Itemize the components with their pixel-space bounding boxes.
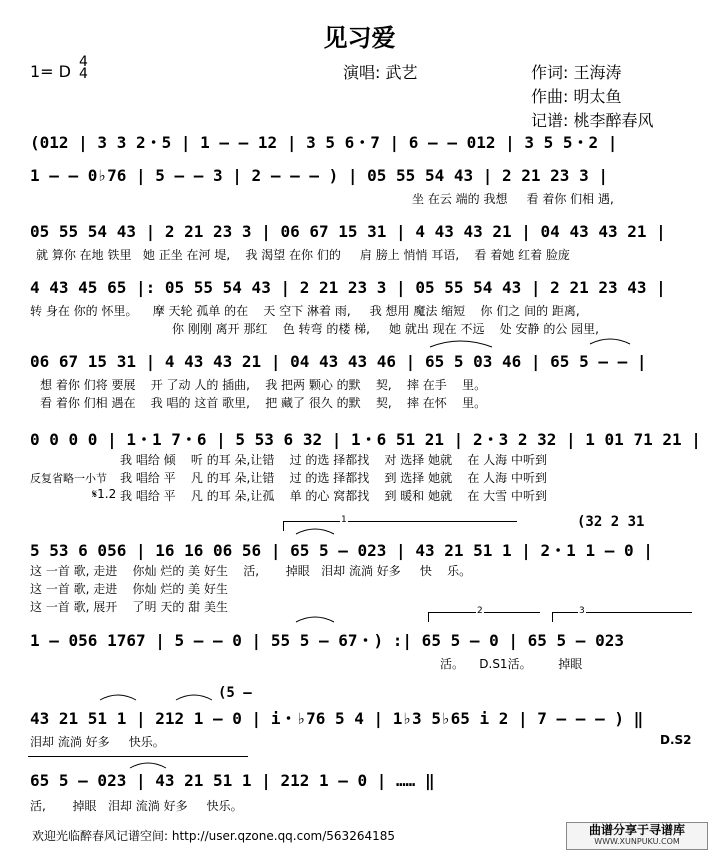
lyric-row-6b: 我 唱给 平 凡 的耳 朵,让错 过 的选 择都找 到 选择 她就 在 人海 中听到 (120, 471, 547, 485)
lyric-row-7a: 这 一首 歌, 走进 你灿 烂的 美 好生 活, 掉眼 泪却 流淌 好多 快 乐。 (30, 564, 472, 578)
lyric-row-6a: 我 唱给 倾 听 的耳 朵,让错 过 的选 择都找 对 选择 她就 在 人海 中听到 (120, 453, 547, 467)
lyric-row-5b: 看 着你 们相 遇在 我 唱的 这首 歌里, 把 藏了 很久 的默 契, 摔 在怀 里。 (40, 396, 487, 410)
key-signature: 1= D (30, 62, 71, 81)
slur-2 (430, 341, 492, 347)
volta-2-number: 2 (477, 606, 483, 616)
volta-1-number: 1 (341, 515, 347, 525)
lyric-row-7c: 这 一首 歌, 展开 了明 天的 甜 美生 (30, 600, 228, 614)
slur-7 (130, 763, 166, 768)
lyric-row-8: 活。 D.S1活。 掉眼 (440, 657, 583, 671)
score-row-3: 05 55 54 43 | 2 21 23 3 | 06 67 15 31 | 4 43 43 21 | 04 43 43 21 | (30, 222, 666, 241)
lyricist: 作词: 王海涛 (531, 63, 622, 82)
lyric-row-3: 就 算你 在地 铁里 她 正坐 在河 堤, 我 渴望 在你 们的 肩 膀上 悄悄 耳语, 看 着她 红着 脸庞 (36, 248, 570, 262)
score-row-5: 06 67 15 31 | 4 43 43 21 | 04 43 43 46 | 65 5 03 46 | 65 5 — — | (30, 352, 647, 371)
volta-3-number: 3 (579, 606, 585, 616)
lyric-row-2: 坐 在云 端的 我想 看 着你 们相 遇, (412, 192, 614, 206)
slur-1 (590, 339, 630, 344)
score-row-6: 0 0 0 0 | 1・1 7・6 | 5 53 6 32 | 1・6 51 21 | 2・3 2 32 | 1 01 71 21 | (30, 430, 701, 449)
ds2-mark: D.S2 (660, 733, 692, 747)
lyric-row-9: 泪却 流淌 好多 快乐。 (30, 735, 165, 749)
lyric-row-5a: 想 着你 们将 要展 开 了动 人的 插曲, 我 把两 颗心 的默 契, 摔 在手 里。 (40, 378, 487, 392)
lyric-row-4b: 你 刚刚 离开 那红 色 转弯 的楼 梯, 她 就出 现在 不远 处 安静 的公 园里, (172, 322, 599, 336)
score-row-4: 4 43 45 65 |: 05 55 54 43 | 2 21 23 3 | 05 55 54 43 | 2 21 23 43 | (30, 278, 666, 297)
footer-text: 欢迎光临醉春风记谱空间: http://user.qzone.qq.com/563264185 (32, 829, 396, 843)
badge-title: 曲谱分享于寻谱库 (588, 823, 685, 837)
score-row-9: 43 21 51 1 | 212 1 — 0 | i・♭76 5 4 | 1♭3 5♭65 i 2 | 7 — — — ) ‖ (30, 709, 644, 728)
song-title: 见习爱 (323, 24, 396, 52)
score-row-1: (012 | 3 3 2・5 | 1 — — 12 | 3 5 6・7 | 6 — — 012 | 3 5 5・2 | (30, 133, 618, 152)
lyric-row-6c: 我 唱给 平 凡 的耳 朵,让孤 单 的心 窝都找 到 暖和 她就 在 大雪 中听到 (120, 489, 547, 503)
bracket-notes-row-7: (32 2 31 (577, 514, 645, 530)
score-row-8: 1 — 056 1767 | 5 — — 0 | 55 5 — 67・) :| 65 5 — 0 | 65 5 — 023 (30, 631, 624, 650)
lyric-row-10: 活, 掉眼 泪却 流淌 好多 快乐。 (30, 799, 243, 813)
slur-3 (296, 529, 334, 534)
score-row-2: 1 — — 0♭76 | 5 — — 3 | 2 — — — ) | 05 55 54 43 | 2 21 23 3 | (30, 166, 608, 185)
segno-mark: 𝄋1.2 (92, 487, 117, 501)
performer: 演唱: 武艺 (343, 63, 418, 82)
slur-6 (176, 695, 212, 700)
bracket-notes-row-9: (5 — (218, 685, 252, 701)
meter-bottom: 4 (79, 66, 88, 82)
meter-top: 4 (79, 54, 88, 70)
transcriber: 记谱: 桃李醉春风 (531, 111, 654, 130)
lyric-row-4a: 转 身在 你的 怀里。 摩 天轮 孤单 的在 天 空下 淋着 雨, 我 想用 魔法 缩短 你 们之 间的 距离, (30, 304, 580, 318)
composer: 作曲: 明太鱼 (531, 87, 622, 106)
slur-5 (100, 695, 136, 700)
lyric-row-7b: 这 一首 歌, 走进 你灿 烂的 美 好生 (30, 582, 228, 596)
badge-url: WWW.XUNPUKU.COM (594, 837, 680, 846)
slur-4 (296, 617, 334, 622)
repeat-note: 反复省略一小节 (30, 472, 107, 485)
score-row-7: 5 53 6 056 | 16 16 06 56 | 65 5 — 023 | 43 21 51 1 | 2・1 1 — 0 | (30, 541, 653, 560)
score-row-10: 65 5 — 023 | 43 21 51 1 | 212 1 — 0 | …… ‖ (30, 771, 435, 790)
